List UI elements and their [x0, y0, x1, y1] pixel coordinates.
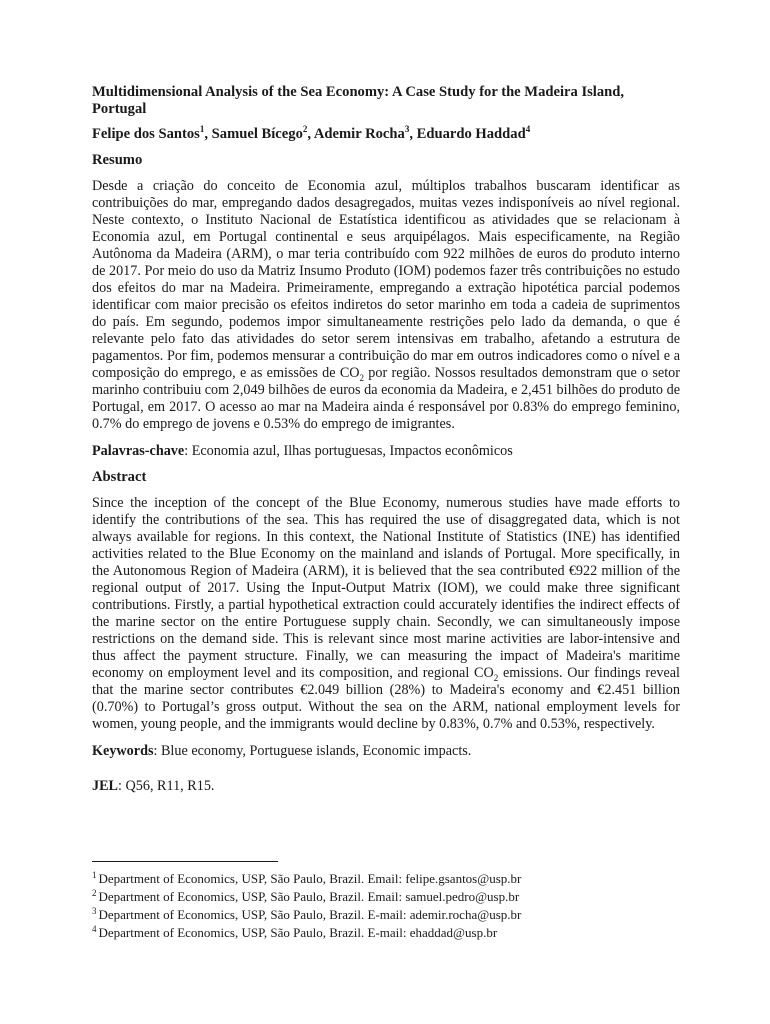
- jel-label: JEL: [92, 778, 119, 794]
- author-footnote-mark: 4: [525, 124, 531, 135]
- palavras-chave: Palavras-chave: Economia azul, Ilhas portuguesas, Impactos econômicos: [92, 443, 513, 459]
- abstract-paragraph: Since the inception of the concept of the Blue Economy, numerous studies have made efforts to identify the contributions of the sea. This has required the use of disaggregated data, which is not always available for regions. In this context, the National Institute of Statistics (INE) has identified activities related to the Blue Economy on the mainland and islands of Portugal. More specifically, in the Autonomous Region of Madeira (ARM), it is believed that the sea contributed €922 million of the regional output of 2017. Using the Input-Output Matrix (IOM), we could make three significant contributions. Firstly, a partial hypothetical extraction could accurately identifies the indirect effects of the marine sector on the entire Portuguese supply chain. Secondly, we can simultaneously impose restrictions on the demand side. This is relevant since most marine activities are labor-intensive and thus affect the payment structure. Finally, we can measuring the impact of Madeira's maritime economy on employment level and its composition, and regional $CO_2$ emissions. Our findings reveal that the marine sector contributes €2.049 billion (28%) to Madeira's economy and €2.451 billion (0.70%) to Portugal’s gross output. Without the sea on the ARM, national employment levels for women, young people, and the immigrants would decline by 0.83%, 0.7% and 0.53%, respectively.: [92, 495, 681, 732]
- author-list: Felipe dos Santos$^1$, Samuel Bícego$^2$, Ademir Rocha$^3$, Eduardo Haddad$^4$: [92, 124, 531, 142]
- author-name: Felipe dos Santos: [92, 126, 200, 142]
- footnote: $^1$ Department of Economics, USP, São Paulo, Brazil. Email: felipe.gsantos@usp.br: [92, 869, 522, 886]
- keywords-label: Keywords: [92, 743, 154, 759]
- palavras-chave-label: Palavras-chave: [92, 443, 185, 459]
- footnote: $^2$ Department of Economics, USP, São Paulo, Brazil. Email: samuel.pedro@usp.br: [92, 887, 520, 904]
- abstract-heading: Abstract: [92, 469, 147, 485]
- resumo-paragraph: Desde a criação do conceito de Economia azul, múltiplos trabalhos buscaram identificar as contribuições do mar, empregando dados desagregados, muitas vezes indisponíveis ao nível regional. Neste contexto, o Instituto Nacional de Estatística identificou as atividades que se relacionam à Economia azul, em Portugal continental e seus arquipélagos. Mais especificamente, na Região Autônoma da Madeira (ARM), o mar teria contribuído com 922 milhões de euros do produto interno de 2017. Por meio do uso da Matriz Insumo Produto (IOM) podemos fazer três contribuições no estudo dos efeitos do mar na Madeira. Primeiramente, empregando a extração hipotética parcial podemos identificar com maior precisão os efeitos indiretos do setor marinho em toda a cadeia de suprimentos do país. Em segundo, podemos impor simultaneamente restrições pelo lado da demanda, o que é relevante pelo fato das atividades do setor serem intensivas em trabalho, afetando a estrutura de pagamentos. Por fim, podemos mensurar a contribuição do mar em outros indicadores como o nível e a composição do emprego, e as emissões de $CO_2$ por região. Nossos resultados demonstram que o setor marinho contribuiu com 2,049 bilhões de euros da economia da Madeira, e 2,451 bilhões do produto de Portugal, em 2017. O acesso ao mar na Madeira ainda é responsável por 0.83% do emprego feminino, 0.7% do emprego de jovens e 0.53% do emprego de imigrantes.: [92, 178, 680, 432]
- jel-codes: JEL: Q56, R11, R15.: [92, 778, 215, 794]
- paper-title: Multidimensional Analysis of the Sea Economy: A Case Study for the Madeira Island, Portugal: [92, 84, 625, 117]
- resumo-heading: Resumo: [92, 152, 143, 168]
- author-name: Samuel Bícego: [211, 126, 303, 142]
- author-footnote-mark: 3: [404, 124, 410, 135]
- author-footnote-mark: 2: [302, 124, 308, 135]
- author-footnote-mark: 1: [199, 124, 205, 135]
- footnotes: [92, 870, 680, 942]
- author-name: Eduardo Haddad: [416, 126, 526, 142]
- keywords: Keywords: Blue economy, Portuguese islands, Economic impacts.: [92, 743, 472, 759]
- footnote: $^3$ Department of Economics, USP, São Paulo, Brazil. E-mail: ademir.rocha@usp.br: [92, 905, 522, 922]
- author-name: Ademir Rocha: [313, 126, 405, 142]
- paper-body: [92, 84, 680, 795]
- footnote: $^4$ Department of Economics, USP, São Paulo, Brazil. E-mail: ehaddad@usp.br: [92, 923, 498, 940]
- footnote-divider: [92, 861, 278, 862]
